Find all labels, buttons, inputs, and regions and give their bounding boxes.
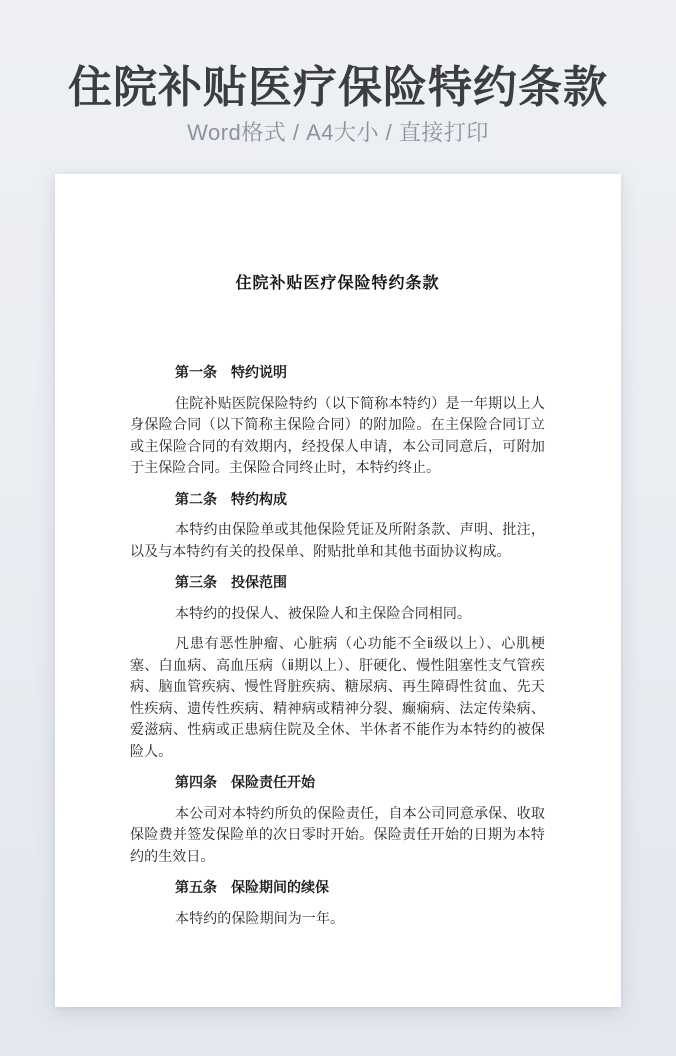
- section-heading-article-3: 第三条 投保范围: [175, 574, 287, 590]
- body-paragraph: 本特约的保险期间为一年。: [175, 909, 345, 926]
- document-body: [130, 362, 545, 929]
- document-page: [55, 174, 621, 1007]
- preview-header: [0, 0, 676, 146]
- body-paragraph: 本特约由保险单或其他保险凭证及所附条款、声明、批注，以及与本特约有关的投保单、附贴批单和其他书面协议构成。: [130, 521, 545, 559]
- document-title: 住院补贴医疗保险特约条款: [235, 275, 440, 292]
- body-paragraph: 住院补贴医院保险特约（以下简称本特约）是一年期以上人身保险合同（以下简称主保险合同）的附加险。在主保险合同订立或主保险合同的有效期内，经投保人申请，本公司同意后，可附加于主保险合同。主保险合同终止时，本特约终止。: [130, 394, 545, 475]
- section-heading-article-5: 第五条 保险期间的续保: [175, 879, 329, 895]
- section-heading-article-1: 第一条 特约说明: [175, 364, 287, 380]
- section-heading-article-4: 第四条 保险责任开始: [175, 774, 315, 790]
- template-format-subtitle: Word格式 / A4大小 / 直接打印: [187, 120, 489, 145]
- body-paragraph: 本特约的投保人、被保险人和主保险合同相同。: [175, 604, 472, 621]
- section-heading-article-2: 第二条 特约构成: [175, 490, 287, 507]
- template-title: 住院补贴医疗保险特约条款: [68, 63, 608, 112]
- body-paragraph: 本公司对本特约所负的保险责任，自本公司同意承保、收取保险费并签发保险单的次日零时开始。保险责任开始的日期为本特约的生效日。: [130, 804, 545, 864]
- body-paragraph: 凡患有恶性肿瘤、心脏病（心功能不全ⅱ级以上）、心肌梗塞、白血病、高血压病（ⅱ期以上）、肝硬化、慢性阻塞性支气管疾病、脑血管疾病、慢性肾脏疾病、糖尿病、再生障碍性贫血、先天性疾病、遗传性疾病、精神病或精神分裂、癫痫病、法定传染病、爱滋病、性病或正患病住院及全休、半休者不能作为本特约的被保险人。: [130, 635, 545, 759]
